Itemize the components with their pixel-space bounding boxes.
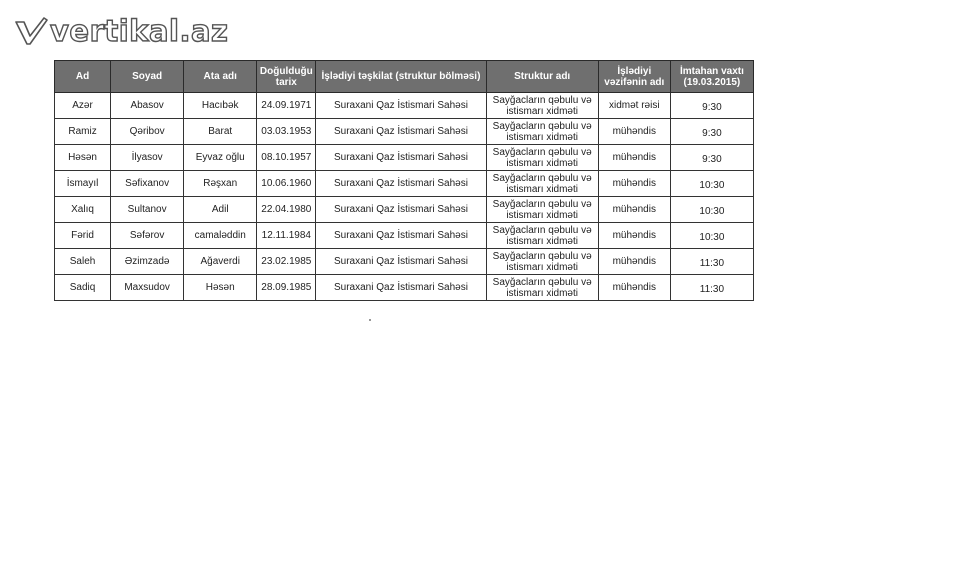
v-check-logo-icon: [14, 16, 48, 46]
cell-first-name: Həsən: [55, 145, 111, 171]
cell-first-name: Ramiz: [55, 119, 111, 145]
cell-exam-time: 10:30: [670, 171, 753, 197]
cell-exam-time: 10:30: [670, 197, 753, 223]
table-row: [55, 249, 754, 275]
cell-father-name: Hacıbək: [184, 93, 257, 119]
cell-first-name: Azər: [55, 93, 111, 119]
cell-last-name: Qəribov: [111, 119, 184, 145]
header-organization: İşlədiyi təşkilat (struktur bölməsi): [316, 61, 486, 93]
cell-organization: Suraxani Qaz İstismari Sahəsi: [316, 93, 486, 119]
cell-birth-date: 12.11.1984: [257, 223, 316, 249]
cell-last-name: Sultanov: [111, 197, 184, 223]
cell-first-name: Fərid: [55, 223, 111, 249]
cell-organization: Suraxani Qaz İstismari Sahəsi: [316, 249, 486, 275]
cell-structure: Sayğacların qəbulu və istismarı xidməti: [486, 275, 598, 301]
cell-position: mühəndis: [598, 119, 670, 145]
cell-birth-date: 08.10.1957: [257, 145, 316, 171]
cell-first-name: Sadiq: [55, 275, 111, 301]
cell-structure: Sayğacların qəbulu və istismarı xidməti: [486, 223, 598, 249]
cell-exam-time: 11:30: [670, 275, 753, 301]
cell-last-name: Maxsudov: [111, 275, 184, 301]
cell-organization: Suraxani Qaz İstismari Sahəsi: [316, 145, 486, 171]
header-position: İşlədiyi vəzifənin adı: [598, 61, 670, 93]
cell-exam-time: 11:30: [670, 249, 753, 275]
cell-position: mühəndis: [598, 249, 670, 275]
cell-father-name: Adil: [184, 197, 257, 223]
table-row: [55, 145, 754, 171]
cell-first-name: İsmayıl: [55, 171, 111, 197]
cell-first-name: Saleh: [55, 249, 111, 275]
cell-birth-date: 10.06.1960: [257, 171, 316, 197]
cell-father-name: Eyvaz oğlu: [184, 145, 257, 171]
exam-schedule-table: [54, 60, 754, 301]
table-header-row: [55, 61, 754, 93]
cell-birth-date: 03.03.1953: [257, 119, 316, 145]
cell-structure: Sayğacların qəbulu və istismarı xidməti: [486, 197, 598, 223]
table-row: [55, 197, 754, 223]
cell-structure: Sayğacların qəbulu və istismarı xidməti: [486, 249, 598, 275]
cell-position: xidmət rəisi: [598, 93, 670, 119]
cell-structure: Sayğacların qəbulu və istismarı xidməti: [486, 93, 598, 119]
header-structure: Struktur adı: [486, 61, 598, 93]
cell-father-name: Ağaverdi: [184, 249, 257, 275]
cell-structure: Sayğacların qəbulu və istismarı xidməti: [486, 145, 598, 171]
cell-father-name: camaləddin: [184, 223, 257, 249]
cell-last-name: Səfərov: [111, 223, 184, 249]
cell-organization: Suraxani Qaz İstismari Sahəsi: [316, 119, 486, 145]
table-row: [55, 93, 754, 119]
cell-exam-time: 9:30: [670, 145, 753, 171]
header-first-name: Ad: [55, 61, 111, 93]
cell-exam-time: 9:30: [670, 93, 753, 119]
cell-last-name: Səfixanov: [111, 171, 184, 197]
cell-first-name: Xalıq: [55, 197, 111, 223]
cell-father-name: Həsən: [184, 275, 257, 301]
scan-speck: [369, 319, 371, 321]
cell-last-name: İlyasov: [111, 145, 184, 171]
cell-birth-date: 28.09.1985: [257, 275, 316, 301]
cell-organization: Suraxani Qaz İstismari Sahəsi: [316, 171, 486, 197]
cell-birth-date: 24.09.1971: [257, 93, 316, 119]
cell-position: mühəndis: [598, 171, 670, 197]
header-last-name: Soyad: [111, 61, 184, 93]
cell-exam-time: 9:30: [670, 119, 753, 145]
cell-position: mühəndis: [598, 223, 670, 249]
table-row: [55, 171, 754, 197]
cell-position: mühəndis: [598, 275, 670, 301]
cell-last-name: Abasov: [111, 93, 184, 119]
watermark-text: vertikal.az: [50, 14, 229, 48]
table-row: [55, 275, 754, 301]
cell-position: mühəndis: [598, 145, 670, 171]
cell-exam-time: 10:30: [670, 223, 753, 249]
cell-birth-date: 23.02.1985: [257, 249, 316, 275]
site-watermark: [14, 14, 228, 48]
cell-father-name: Barat: [184, 119, 257, 145]
cell-organization: Suraxani Qaz İstismari Sahəsi: [316, 275, 486, 301]
header-exam-time: İmtahan vaxtı (19.03.2015): [670, 61, 753, 93]
exam-schedule-table-container: [54, 60, 754, 301]
header-birth-date: Doğulduğu tarix: [257, 61, 316, 93]
cell-last-name: Əzimzadə: [111, 249, 184, 275]
cell-organization: Suraxani Qaz İstismari Sahəsi: [316, 223, 486, 249]
cell-position: mühəndis: [598, 197, 670, 223]
cell-father-name: Rəşxan: [184, 171, 257, 197]
table-row: [55, 119, 754, 145]
cell-structure: Sayğacların qəbulu və istismarı xidməti: [486, 171, 598, 197]
cell-structure: Sayğacların qəbulu və istismarı xidməti: [486, 119, 598, 145]
cell-organization: Suraxani Qaz İstismari Sahəsi: [316, 197, 486, 223]
cell-birth-date: 22.04.1980: [257, 197, 316, 223]
header-father-name: Ata adı: [184, 61, 257, 93]
table-row: [55, 223, 754, 249]
